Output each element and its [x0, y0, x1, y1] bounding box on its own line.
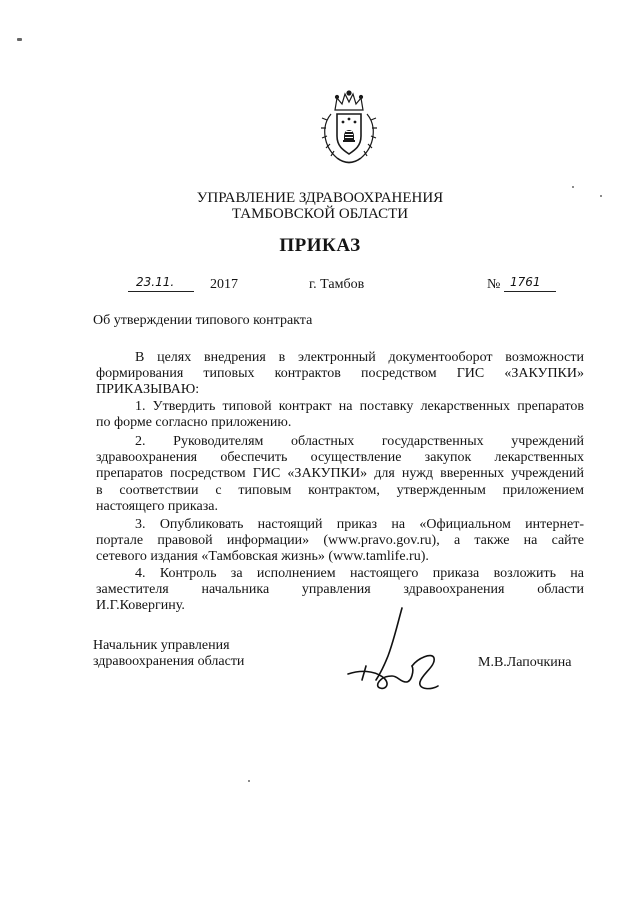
- body-line: 3. Опубликовать настоящий приказ на «Официальном интернет-: [135, 517, 584, 532]
- signatory-name: М.В.Лапочкина: [478, 655, 572, 670]
- scan-speck: [248, 780, 250, 782]
- body-line: В целях внедрения в электронный документооборот возможности: [135, 350, 584, 365]
- signatory-position-line1: Начальник управления: [93, 638, 230, 653]
- body-line: ПРИКАЗЫВАЮ:: [96, 382, 200, 397]
- body-line: 4. Контроль за исполнением настоящего приказа возложить на: [135, 566, 584, 581]
- number-sign: №: [487, 277, 501, 292]
- city-text: г. Тамбов: [309, 277, 365, 292]
- date-handwritten: 23.11.: [136, 275, 175, 289]
- body-line: сетевого издания «Тамбовская жизнь» (www.tamlife.ru).: [96, 549, 429, 564]
- document-type-title: ПРИКАЗ: [279, 235, 361, 256]
- body-line: формирования типовых контрактов посредством ГИС «ЗАКУПКИ»: [96, 366, 584, 381]
- body-line: здравоохранения обеспечить осуществление закупок лекарственных: [96, 450, 584, 465]
- organization-name-line2: ТАМБОВСКОЙ ОБЛАСТИ: [231, 206, 409, 222]
- body-line: 1. Утвердить типовой контракт на поставку лекарственных препаратов: [135, 399, 584, 414]
- body-line: по форме согласно приложению.: [96, 415, 292, 430]
- coat-of-arms-emblem: [317, 88, 381, 168]
- date-field: [128, 275, 194, 292]
- subject-line: Об утверждении типового контракта: [93, 313, 313, 328]
- body-line: портале правовой информации» (www.pravo.gov.ru), а также на сайте: [96, 533, 584, 548]
- body-line: 2. Руководителям областных государственных учреждений: [135, 434, 584, 449]
- body-line: заместителя начальника управления здравоохранения области: [96, 582, 584, 597]
- handwritten-signature: [340, 600, 450, 700]
- organization-name-line1: УПРАВЛЕНИЕ ЗДРАВООХРАНЕНИЯ: [196, 190, 444, 206]
- number-handwritten: 1761: [510, 275, 541, 289]
- scan-speck: [572, 186, 574, 188]
- year-text: 2017: [210, 277, 238, 292]
- body-line: И.Г.Ковергину.: [96, 598, 185, 613]
- body-line: в соответствии с типовым контрактом, утвержденным приложением: [96, 483, 584, 498]
- scan-speck: [17, 38, 22, 41]
- signatory-position-line2: здравоохранения области: [93, 654, 245, 669]
- number-field: [504, 275, 556, 292]
- body-line: настоящего приказа.: [96, 499, 218, 514]
- body-line: препаратов посредством ГИС «ЗАКУПКИ» для нужд вверенных учреждений: [96, 466, 584, 481]
